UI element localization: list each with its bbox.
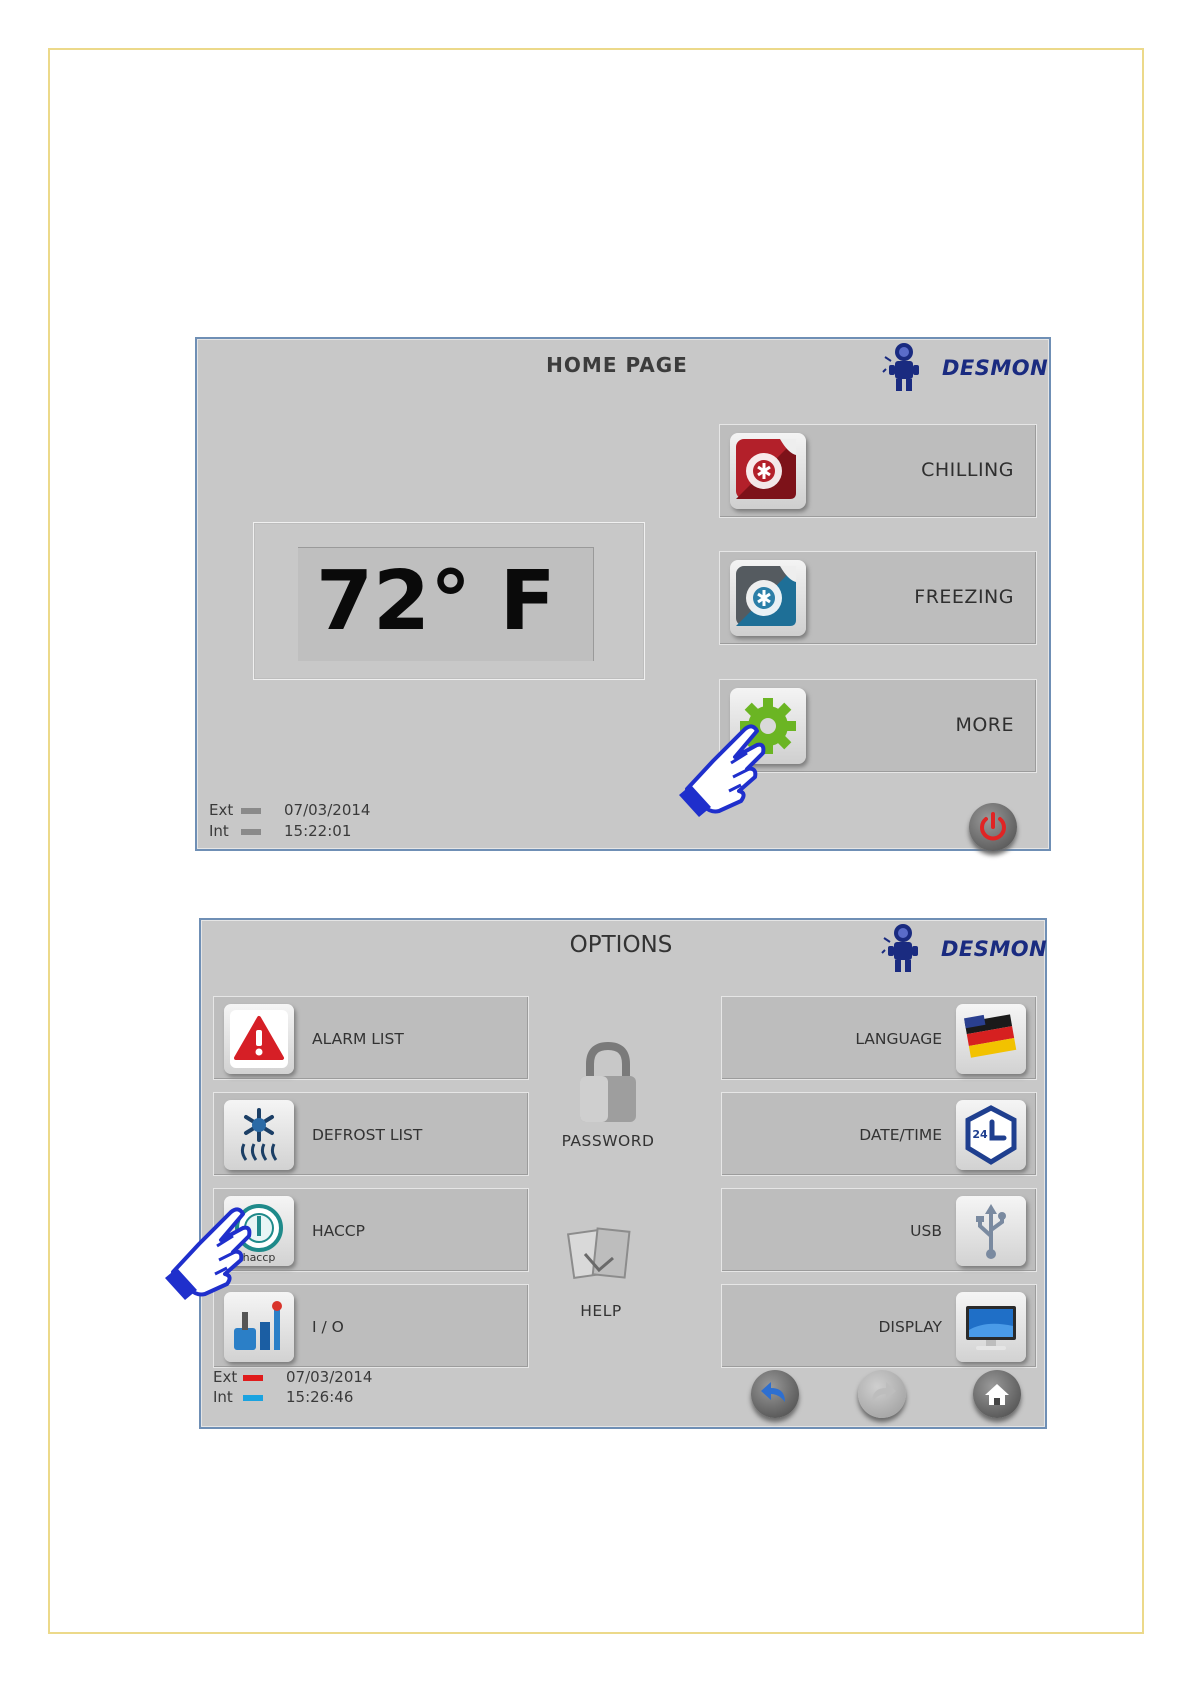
alarm-list-button[interactable] [213,996,529,1080]
flag-icon [956,1004,1026,1074]
io-label: I / O [312,1318,344,1336]
int-label: Int [209,822,229,840]
help-button[interactable] [546,1224,656,1320]
haccp-label: HACCP [312,1222,365,1240]
usb-button[interactable] [721,1188,1037,1272]
more-label: MORE [955,714,1014,736]
int-indicator [243,1395,263,1401]
clock-icon-text: 24 [972,1128,988,1141]
padlock-icon [568,1038,648,1128]
defrost-list-button[interactable] [213,1092,529,1176]
language-label: LANGUAGE [855,1030,942,1048]
home-page-screen [195,337,1051,851]
freezing-label: FREEZING [914,586,1014,608]
temperature-panel [253,522,645,680]
temperature-value: 72° F [316,554,556,649]
int-label: Int [213,1388,233,1406]
display-button[interactable] [721,1284,1037,1368]
brand-logo [882,341,1052,393]
date-time-button[interactable] [721,1092,1037,1176]
pointing-hand-icon [675,715,779,819]
alarm-icon [224,1004,294,1074]
time-value: 15:22:01 [284,822,352,840]
brand-name: DESMON [941,937,1048,961]
help-icon [561,1224,641,1294]
freezing-button[interactable] [719,551,1037,645]
ext-indicator [243,1375,263,1381]
date-time-label: DATE/TIME [859,1126,942,1144]
forward-icon [858,1370,906,1418]
home-icon [973,1370,1021,1418]
date-value: 07/03/2014 [284,801,371,819]
brand-logo [881,922,1051,974]
defrost-list-label: DEFROST LIST [312,1126,423,1144]
screen-title: HOME PAGE [546,353,688,377]
chilling-button[interactable] [719,424,1037,518]
alarm-list-label: ALARM LIST [312,1030,404,1048]
password-label: PASSWORD [561,1132,655,1150]
password-button[interactable] [546,1038,670,1150]
chilling-label: CHILLING [921,459,1014,481]
clock-icon [956,1100,1026,1170]
chilling-icon [730,433,806,509]
options-screen [199,918,1047,1429]
ext-label: Ext [209,801,234,819]
date-value: 07/03/2014 [286,1368,373,1386]
ext-label: Ext [213,1368,238,1386]
help-label: HELP [580,1302,622,1320]
mascot-icon [881,922,925,974]
usb-icon [956,1196,1026,1266]
mascot-icon [882,341,926,393]
temperature-readout [298,547,594,661]
pointing-hand-icon [161,1198,265,1302]
time-value: 15:26:46 [286,1388,354,1406]
io-icon [224,1292,294,1362]
haccp-icon-text: haccp [242,1251,276,1264]
defrost-icon [224,1100,294,1170]
int-indicator [241,829,261,835]
ext-indicator [241,808,261,814]
screen-title: OPTIONS [569,932,673,958]
brand-name: DESMON [942,356,1049,380]
back-icon [751,1370,799,1418]
freezing-icon [730,560,806,636]
home-button[interactable] [973,1370,1021,1418]
language-button[interactable] [721,996,1037,1080]
power-button[interactable] [969,803,1017,851]
power-icon [969,803,1017,851]
usb-label: USB [910,1222,942,1240]
back-button[interactable] [751,1370,799,1418]
display-label: DISPLAY [878,1318,942,1336]
forward-button[interactable] [858,1370,906,1418]
monitor-icon [956,1292,1026,1362]
